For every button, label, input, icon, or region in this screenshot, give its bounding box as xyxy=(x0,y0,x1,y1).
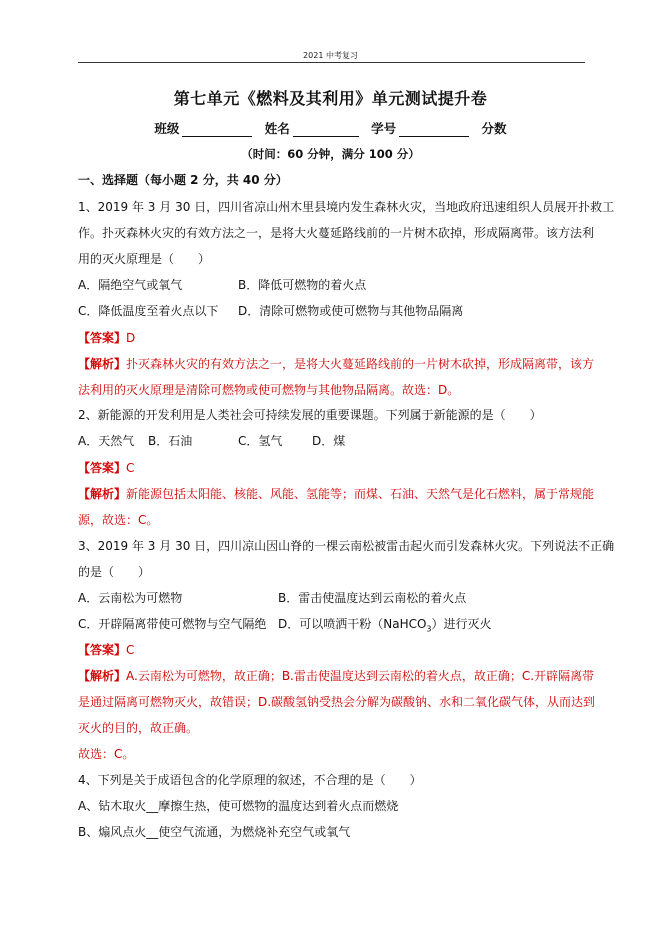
name-label: 姓名 xyxy=(264,121,290,136)
q1-option-c: C．降低温度至着火点以下 xyxy=(78,304,219,318)
q1-option-b: B．降低可燃物的着火点 xyxy=(238,278,367,292)
q3-option-d xyxy=(278,615,492,633)
class-field[interactable] xyxy=(182,122,252,137)
id-field[interactable] xyxy=(399,122,469,137)
q1-option-a: A．隔绝空气或氧气 xyxy=(78,278,183,292)
q3-option-a: A．云南松为可燃物 xyxy=(78,591,183,605)
q3-option-b: B．雷击使温度达到云南松的着火点 xyxy=(278,591,467,605)
q3-line1: 3、2019 年 3 月 30 日，四川凉山因山脊的一棵云南松被雷击起火而引发森林火灾。下列说法不正确 xyxy=(78,539,615,553)
q2-option-c: C．氢气 xyxy=(238,434,283,448)
q4-option-a: A、钻木取火__摩擦生热，使可燃物的温度达到着火点而燃烧 xyxy=(78,799,399,813)
analysis-tag: 【解析】 xyxy=(78,487,127,501)
q2-answer xyxy=(78,459,134,476)
header-divider xyxy=(78,62,585,63)
answer-tag: 【答案】 xyxy=(78,643,127,657)
q1-line2: 作。扑灭森林火灾的有效方法之一，是将大火蔓延路线前的一片树木砍掉，形成隔离带。该方法利 xyxy=(78,226,595,240)
q3-option-d-tail: ）进行灭火 xyxy=(431,617,492,631)
section-heading: 一、选择题（每小题 2 分，共 40 分） xyxy=(78,173,288,187)
q2-analysis xyxy=(78,485,594,502)
q1-analysis-line1: 扑灭森林火灾的有效方法之一，是将大火蔓延路线前的一片树木砍掉，形成隔离带，该方 xyxy=(126,357,595,371)
student-info-line xyxy=(0,119,661,137)
name-field[interactable] xyxy=(293,122,359,137)
header-text: 2021 中考复习 xyxy=(303,51,358,60)
q1-line1: 1、2019 年 3 月 30 日，四川省凉山州木里县境内发生森林火灾，当地政府迅速组织人员展开扑救工 xyxy=(78,200,615,214)
q3-analysis-line3: 灭火的目的，故正确。 xyxy=(78,721,199,735)
analysis-tag: 【解析】 xyxy=(78,669,127,683)
q2-answer-value: C xyxy=(126,461,135,475)
score-label: 分数 xyxy=(481,121,507,136)
answer-tag: 【答案】 xyxy=(78,331,127,345)
q3-analysis-line1: A.云南松为可燃物，故正确；B.雷击使温度达到云南松的着火点，故正确；C.开辟隔离带 xyxy=(126,669,595,683)
q2-option-b: B．石油 xyxy=(148,434,193,448)
q4-option-b: B、煽风点火__使空气流通，为燃烧补充空气或氧气 xyxy=(78,825,351,839)
id-label: 学号 xyxy=(371,121,397,136)
q3-answer xyxy=(78,641,134,658)
exam-meta: （时间：60 分钟，满分 100 分） xyxy=(241,147,420,161)
q3-option-d-text: D．可以喷洒干粉（NaHCO xyxy=(278,617,427,631)
q3-option-d-subscript: 3 xyxy=(426,624,432,634)
q3-answer-value: C xyxy=(126,643,135,657)
q3-analysis-line2: 是通过隔离可燃物灭火，故错误；D.碳酸氢钠受热会分解为碳酸钠、水和二氧化碳气体，从而达到 xyxy=(78,695,596,709)
q1-analysis xyxy=(78,355,594,372)
page-title: 第七单元《燃料及其利用》单元测试提升卷 xyxy=(173,89,488,108)
q1-answer xyxy=(78,329,135,346)
q1-line3: 用的灭火原理是（ ） xyxy=(78,252,211,266)
q3-line2: 的是（ ） xyxy=(78,565,151,579)
q3-conclusion: 故选：C。 xyxy=(78,747,135,761)
class-label: 班级 xyxy=(154,121,180,136)
q2-analysis-line2: 源，故选：C。 xyxy=(78,513,159,527)
q1-answer-value: D xyxy=(126,331,136,345)
answer-tag: 【答案】 xyxy=(78,461,127,475)
q2-option-a: A．天然气 xyxy=(78,434,135,448)
q1-option-d: D．清除可燃物或使可燃物与其他物品隔离 xyxy=(238,304,464,318)
q3-analysis xyxy=(78,667,594,684)
q4-line1: 4、下列是关于成语包含的化学原理的叙述，不合理的是（ ） xyxy=(78,773,422,787)
analysis-tag: 【解析】 xyxy=(78,357,127,371)
q2-line1: 2、新能源的开发利用是人类社会可持续发展的重要课题。下列属于新能源的是（ ） xyxy=(78,408,542,422)
q1-analysis-line2: 法利用的灭火原理是清除可燃物或使可燃物与其他物品隔离。故选：D。 xyxy=(78,383,460,397)
q2-analysis-line1: 新能源包括太阳能、核能、风能、氢能等；而煤、石油、天然气是化石燃料，属于常规能 xyxy=(126,487,595,501)
q3-option-c: C．开辟隔离带使可燃物与空气隔绝 xyxy=(78,617,267,631)
q2-option-d: D．煤 xyxy=(312,434,346,448)
